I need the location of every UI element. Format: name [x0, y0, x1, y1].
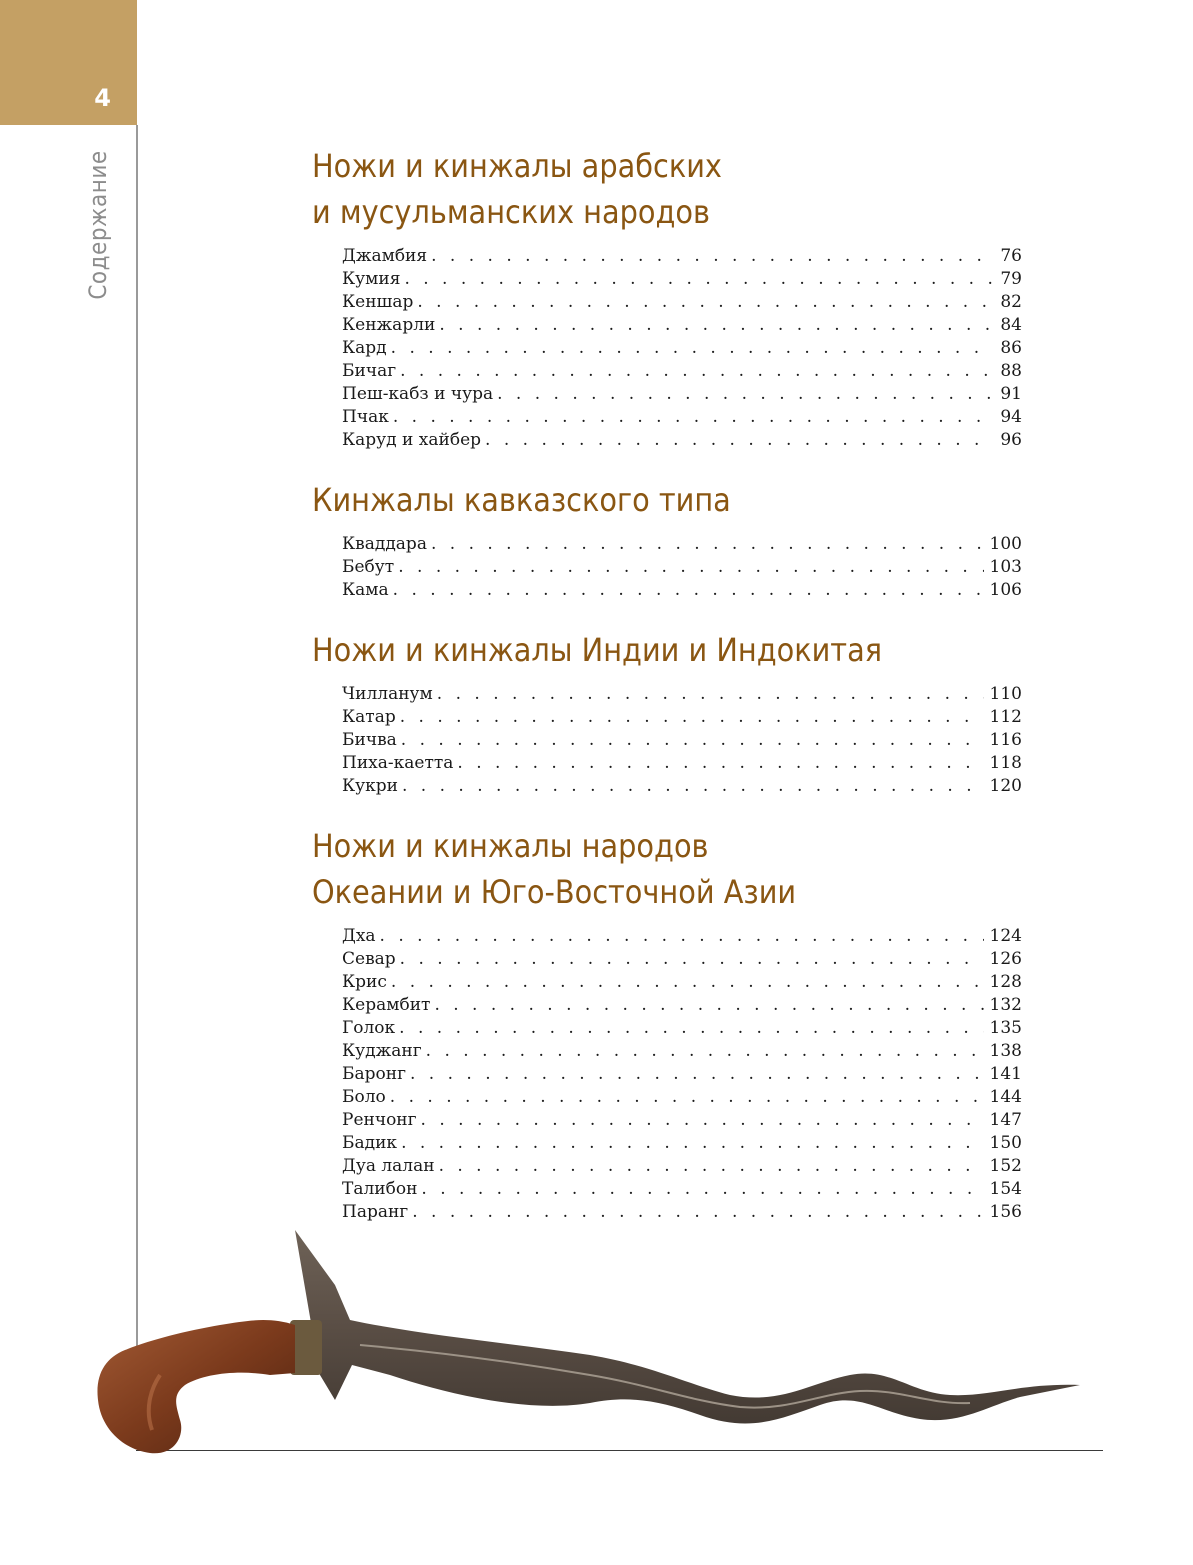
leader-dots — [457, 752, 983, 775]
toc-entry[interactable] — [342, 1155, 1022, 1178]
toc-entry[interactable] — [342, 1086, 1022, 1109]
entry-page: 112 — [989, 707, 1022, 727]
entry-name: Бичаг — [342, 361, 397, 381]
toc-entry[interactable] — [342, 1132, 1022, 1155]
toc-section — [312, 143, 1032, 452]
entry-page: 82 — [1000, 292, 1022, 312]
toc-entry[interactable] — [342, 1040, 1022, 1063]
toc-entry[interactable] — [342, 971, 1022, 994]
leader-dots — [393, 579, 984, 602]
leader-dots — [399, 1017, 983, 1040]
toc-entry[interactable] — [342, 1017, 1022, 1040]
entry-name: Бебут — [342, 557, 395, 577]
toc-entry[interactable] — [342, 429, 1022, 452]
toc-entry[interactable] — [342, 556, 1022, 579]
entry-name: Бичва — [342, 730, 397, 750]
leader-dots — [421, 1109, 984, 1132]
leader-dots — [426, 1040, 984, 1063]
toc-list — [342, 245, 1022, 452]
entry-page: 135 — [989, 1018, 1022, 1038]
entry-name: Баронг — [342, 1064, 406, 1084]
entry-page: 110 — [989, 684, 1022, 704]
entry-page: 141 — [989, 1064, 1022, 1084]
toc-entry[interactable] — [342, 683, 1022, 706]
leader-dots — [439, 314, 994, 337]
entry-page: 144 — [989, 1087, 1022, 1107]
entry-page: 132 — [989, 995, 1022, 1015]
toc-entry[interactable] — [342, 775, 1022, 798]
leader-dots — [391, 337, 995, 360]
toc-entry[interactable] — [342, 1178, 1022, 1201]
section-title: Ножи и кинжалы народов Океании и Юго-Восточной Азии — [312, 827, 797, 911]
leader-dots — [401, 1132, 983, 1155]
entry-page: 150 — [989, 1133, 1022, 1153]
toc-list — [342, 683, 1022, 798]
entry-page: 94 — [1000, 407, 1022, 427]
side-rule — [136, 125, 138, 1355]
toc-entry[interactable] — [342, 314, 1022, 337]
entry-name: Кенжарли — [342, 315, 436, 335]
entry-page: 124 — [989, 926, 1022, 946]
toc-entry[interactable] — [342, 948, 1022, 971]
leader-dots — [434, 994, 983, 1017]
page-number: 4 — [94, 84, 111, 112]
toc-entry[interactable] — [342, 337, 1022, 360]
leader-dots — [400, 360, 994, 383]
hilt — [97, 1320, 295, 1453]
entry-name: Дха — [342, 926, 376, 946]
entry-page: 138 — [989, 1041, 1022, 1061]
toc-section — [312, 823, 1032, 1224]
toc-entry[interactable] — [342, 579, 1022, 602]
leader-dots — [421, 1178, 983, 1201]
leader-dots — [497, 383, 994, 406]
toc-entry[interactable] — [342, 994, 1022, 1017]
entry-name: Кумия — [342, 269, 401, 289]
entry-name: Голок — [342, 1018, 396, 1038]
leader-dots — [439, 1155, 984, 1178]
entry-page: 116 — [989, 730, 1022, 750]
entry-name: Пчак — [342, 407, 389, 427]
toc-entry[interactable] — [342, 268, 1022, 291]
entry-page: 84 — [1000, 315, 1022, 335]
entry-page: 86 — [1000, 338, 1022, 358]
toc-entry[interactable] — [342, 752, 1022, 775]
toc-entry[interactable] — [342, 706, 1022, 729]
entry-name: Чилланум — [342, 684, 433, 704]
side-label: Содержание — [84, 150, 112, 300]
entry-name: Джамбия — [342, 246, 428, 266]
toc-entry[interactable] — [342, 1063, 1022, 1086]
section-title: Кинжалы кавказского типа — [312, 481, 731, 519]
entry-name: Кард — [342, 338, 387, 358]
toc-section — [312, 627, 1032, 798]
entry-name: Кукри — [342, 776, 398, 796]
section-title: Ножи и кинжалы арабских и мусульманских народов — [312, 147, 722, 231]
leader-dots — [380, 925, 984, 948]
entry-page: 118 — [989, 753, 1022, 773]
leader-dots — [412, 1201, 983, 1224]
leader-dots — [400, 706, 984, 729]
entry-name: Ренчонг — [342, 1110, 417, 1130]
entry-page: 76 — [1000, 246, 1022, 266]
entry-page: 88 — [1000, 361, 1022, 381]
leader-dots — [402, 775, 984, 798]
entry-page: 147 — [989, 1110, 1022, 1130]
page-tab — [0, 0, 137, 125]
leader-dots — [398, 556, 983, 579]
leader-dots — [391, 971, 984, 994]
toc-entry[interactable] — [342, 729, 1022, 752]
toc-list — [342, 925, 1022, 1224]
leader-dots — [404, 268, 994, 291]
leader-dots — [393, 406, 995, 429]
entry-page: 120 — [989, 776, 1022, 796]
leader-dots — [401, 729, 984, 752]
entry-name: Бадик — [342, 1133, 398, 1153]
toc-entry[interactable] — [342, 925, 1022, 948]
entry-name: Катар — [342, 707, 396, 727]
leader-dots — [431, 245, 994, 268]
entry-name: Куджанг — [342, 1041, 422, 1061]
toc-entry[interactable] — [342, 291, 1022, 314]
entry-page: 156 — [989, 1202, 1022, 1222]
toc-entry[interactable] — [342, 406, 1022, 429]
entry-name: Дуа лалан — [342, 1156, 435, 1176]
entry-page: 91 — [1000, 384, 1022, 404]
leader-dots — [400, 948, 984, 971]
entry-name: Керамбит — [342, 995, 431, 1015]
section-title: Ножи и кинжалы Индии и Индокитая — [312, 631, 883, 669]
entry-name: Талибон — [342, 1179, 418, 1199]
entry-name: Кваддара — [342, 534, 427, 554]
entry-page: 79 — [1000, 269, 1022, 289]
entry-name: Кеншар — [342, 292, 414, 312]
entry-page: 154 — [989, 1179, 1022, 1199]
entry-page: 96 — [1000, 430, 1022, 450]
leader-dots — [431, 533, 984, 556]
kris-dagger-illustration — [90, 1225, 1090, 1485]
entry-name: Севар — [342, 949, 396, 969]
leader-dots — [390, 1086, 984, 1109]
toc-entry[interactable] — [342, 245, 1022, 268]
entry-page: 128 — [989, 972, 1022, 992]
leader-dots — [417, 291, 994, 314]
entry-name: Кама — [342, 580, 389, 600]
toc-entry[interactable] — [342, 383, 1022, 406]
entry-name: Пиха-каетта — [342, 753, 454, 773]
leader-dots — [485, 429, 994, 452]
toc-entry[interactable] — [342, 533, 1022, 556]
leader-dots — [410, 1063, 984, 1086]
toc-section — [312, 477, 1032, 602]
entry-name: Крис — [342, 972, 387, 992]
entry-name: Пеш-кабз и чура — [342, 384, 494, 404]
toc-entry[interactable] — [342, 1109, 1022, 1132]
entry-page: 152 — [989, 1156, 1022, 1176]
entry-name: Каруд и хайбер — [342, 430, 482, 450]
blade — [295, 1230, 1080, 1424]
toc-entry[interactable] — [342, 360, 1022, 383]
entry-page: 106 — [989, 580, 1022, 600]
toc-list — [342, 533, 1022, 602]
entry-name: Паранг — [342, 1202, 409, 1222]
entry-page: 103 — [989, 557, 1022, 577]
entry-page: 100 — [989, 534, 1022, 554]
toc-entry[interactable] — [342, 1201, 1022, 1224]
entry-name: Боло — [342, 1087, 386, 1107]
entry-page: 126 — [989, 949, 1022, 969]
leader-dots — [437, 683, 984, 706]
